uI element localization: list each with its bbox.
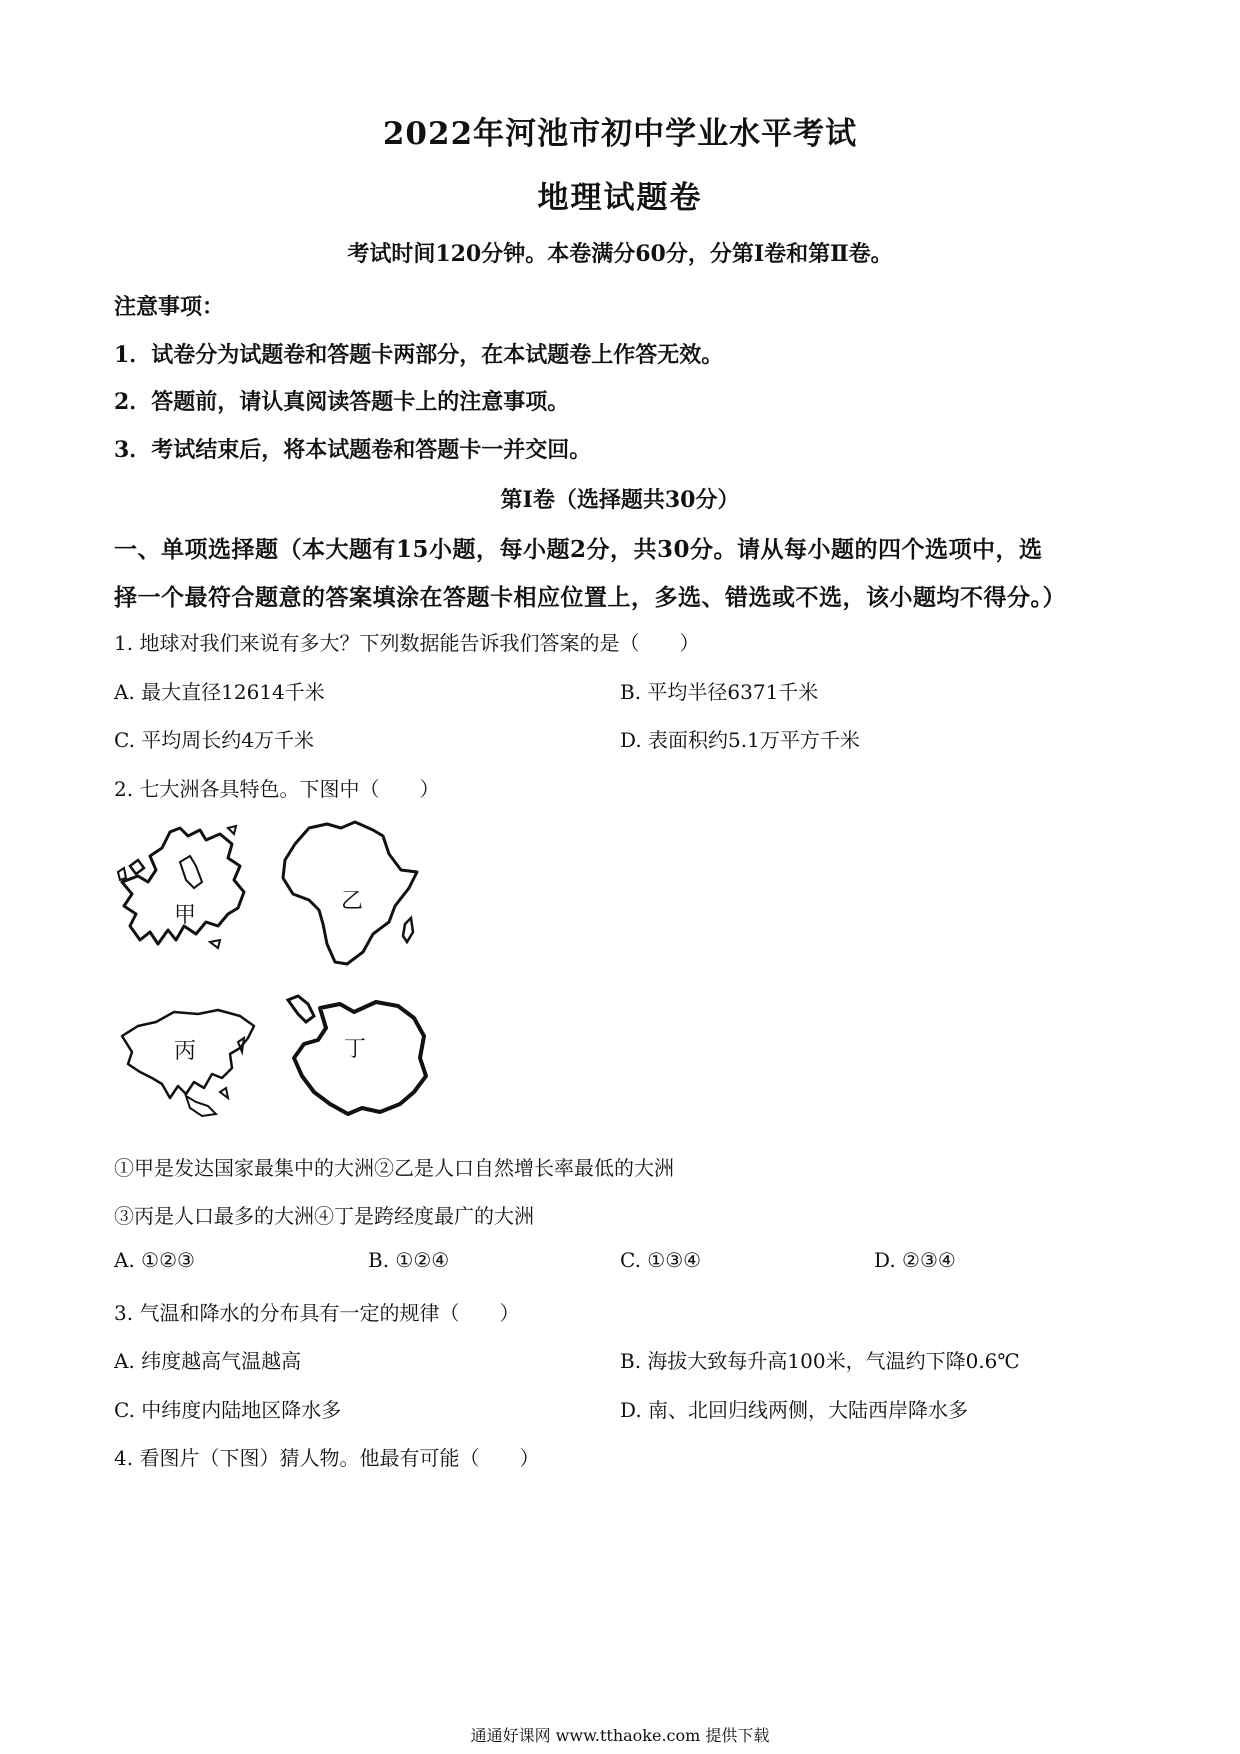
q2-option-a: A. ①②③: [114, 1248, 195, 1272]
q3-option-b: B. 海拔大致每升高100米，气温约下降0.6℃: [620, 1349, 1020, 1373]
q3-option-c: C. 中纬度内陆地区降水多: [114, 1398, 342, 1422]
note-item-3: 3．考试结束后，将本试题卷和答题卡一并交回。: [114, 437, 592, 463]
map-europe: [110, 822, 252, 962]
q3-option-d: D. 南、北回归线两侧，大陆西岸降水多: [620, 1398, 969, 1422]
section-instructions-line2: 择一个最符合题意的答案填涂在答题卡相应位置上，多选、错选或不选，该小题均不得分。）: [114, 584, 1066, 611]
map-asia: [112, 1002, 262, 1122]
footer-watermark: 通通好课网 www.tthaoke.com 提供下载: [470, 1726, 770, 1745]
q2-option-b: B. ①②④: [368, 1248, 450, 1272]
q1-option-a: A. 最大直径12614千米: [114, 680, 325, 704]
q1-stem: 1. 地球对我们来说有多大？下列数据能告诉我们答案的是（ ）: [114, 631, 700, 655]
map-label-ding: 丁: [344, 1037, 367, 1062]
map-africa: [275, 814, 425, 974]
q1-option-c: C. 平均周长约4万千米: [114, 728, 315, 752]
exam-subtitle: 地理试题卷: [537, 180, 703, 216]
note-item-1: 1．试卷分为试题卷和答题卡两部分，在本试题卷上作答无效。: [114, 342, 724, 368]
section-heading: 第Ⅰ卷（选择题共30分）: [500, 487, 740, 513]
section-instructions-line1: 一、单项选择题（本大题有15小题，每小题2分，共30分。请从每小题的四个选项中，选: [114, 536, 1043, 563]
notes-heading: 注意事项：: [114, 294, 225, 320]
q1-option-b: B. 平均半径6371千米: [620, 680, 819, 704]
exam-title: 2022年河池市初中学业水平考试: [382, 116, 858, 152]
q1-option-d: D. 表面积约5.1万平方千米: [620, 728, 860, 752]
q3-stem: 3. 气温和降水的分布具有一定的规律（ ）: [114, 1301, 520, 1325]
q2-statement-2: ③丙是人口最多的大洲④丁是跨经度最广的大洲: [114, 1204, 534, 1228]
exam-info: 考试时间120分钟。本卷满分60分，分第Ⅰ卷和第Ⅱ卷。: [347, 241, 893, 267]
map-label-yi: 乙: [341, 889, 364, 914]
q2-statement-1: ①甲是发达国家最集中的大洲②乙是人口自然增长率最低的大洲: [114, 1156, 674, 1180]
q2-option-c: C. ①③④: [620, 1248, 702, 1272]
map-antarctica: [284, 988, 436, 1120]
note-item-2: 2．答题前，请认真阅读答题卡上的注意事项。: [114, 389, 570, 415]
q4-stem: 4. 看图片（下图）猜人物。他最有可能（ ）: [114, 1446, 540, 1470]
map-label-jia: 甲: [174, 903, 197, 928]
q3-option-a: A. 纬度越高气温越高: [114, 1349, 302, 1373]
map-label-bing: 丙: [174, 1039, 197, 1064]
q2-option-d: D. ②③④: [874, 1248, 956, 1272]
q2-stem: 2. 七大洲各具特色。下图中（ ）: [114, 777, 440, 801]
